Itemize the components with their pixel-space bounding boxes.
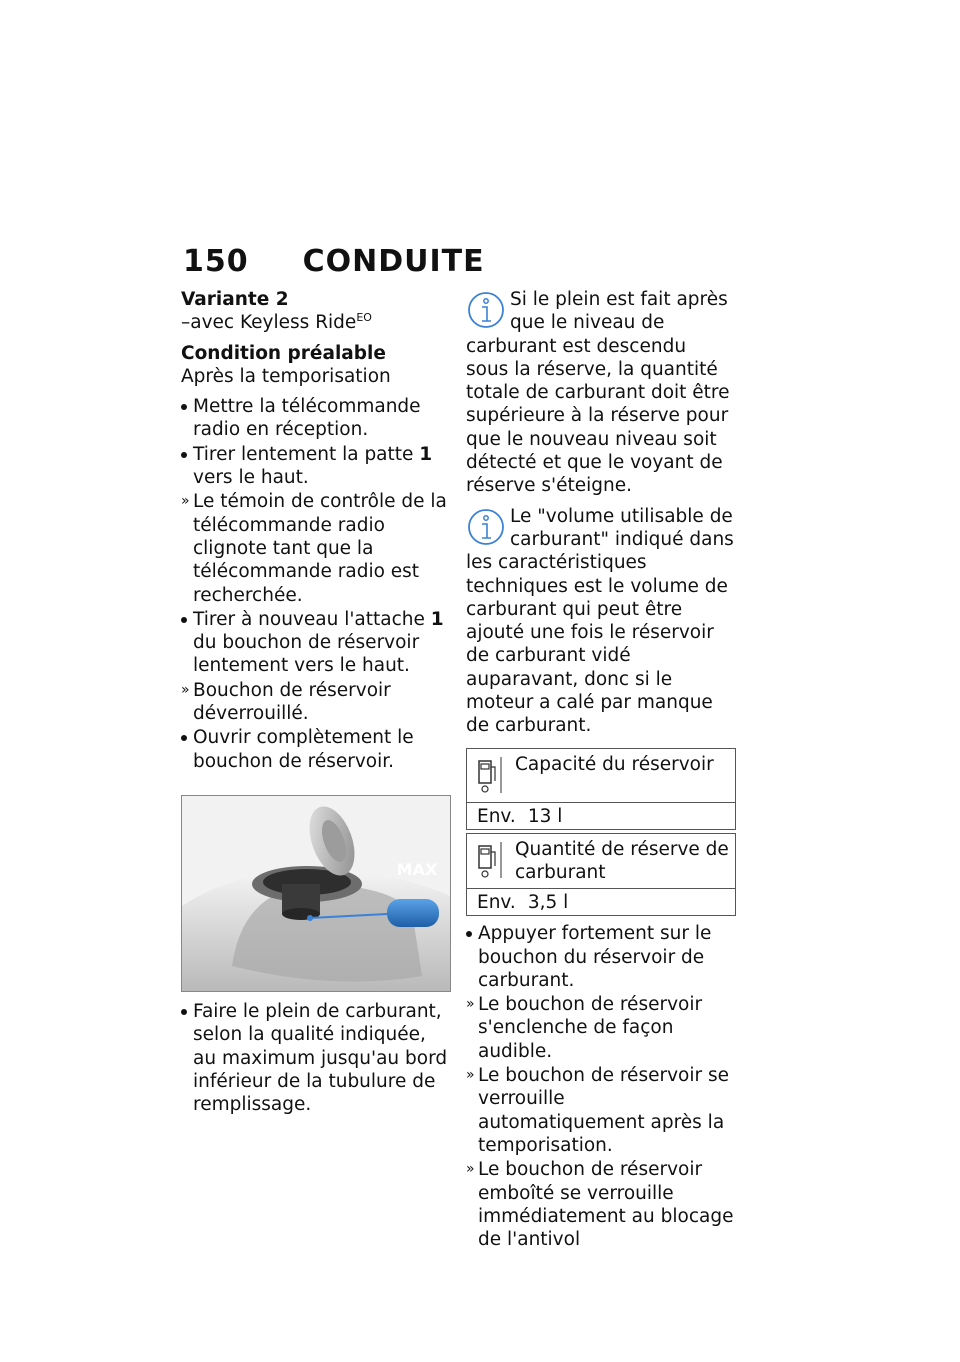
- step-text: vers le haut.: [193, 467, 309, 489]
- fuel-pump-icon: [467, 749, 513, 802]
- spec-value-row: [467, 889, 735, 915]
- bullet-mark: [181, 726, 193, 741]
- result-mark: »: [181, 681, 190, 698]
- spec-value: 13 l: [527, 805, 563, 827]
- info-note: [466, 288, 734, 498]
- page-number: 150: [183, 244, 249, 279]
- step-text: Mettre la télécommande radio en réception.: [193, 396, 421, 441]
- step-result: [181, 679, 449, 726]
- right-column: [466, 288, 734, 1251]
- step-bullet: [181, 1000, 449, 1116]
- step-result: [466, 993, 734, 1063]
- spec-value: 3,5 l: [527, 892, 569, 914]
- bullet-mark: [466, 922, 478, 937]
- info-icon: [466, 505, 506, 551]
- step-text: Tirer lentement la patte: [193, 443, 420, 465]
- bullet-mark: [181, 608, 193, 623]
- chapter-title: CONDUITE: [302, 244, 485, 279]
- step-text: Le témoin de contrôle de la télécommande radio clignote tant que la télécommande radio est recherchée.: [193, 491, 447, 606]
- step-text: Le bouchon de réservoir s'enclenche de façon audible.: [478, 994, 703, 1062]
- step-text: Bouchon de réservoir déverrouillé.: [193, 679, 391, 725]
- step-result: [466, 1064, 734, 1157]
- right-steps: [466, 922, 734, 1251]
- variant-title: Variante 2: [181, 289, 289, 310]
- callout-number: 1: [419, 443, 433, 465]
- spec-reserve: [466, 833, 736, 917]
- result-mark: »: [466, 996, 475, 1013]
- precondition-title: Condition préalable: [181, 342, 386, 364]
- spec-prefix: Env.: [477, 805, 516, 827]
- bullet-mark: [181, 1000, 193, 1015]
- fuel-tank-illustration: [182, 796, 450, 991]
- step-bullet: [181, 443, 449, 490]
- variant-subtitle: [181, 311, 449, 334]
- step-bullet: [181, 726, 449, 773]
- note-text: Si le plein est fait après que le niveau de carburant est descendu sous la réserve, la quantité totale de carburant doit être supérieure à la réserve pour que le nouveau niveau soit détecté et que le voyant de réserve s'éteigne.: [466, 289, 730, 497]
- result-mark: »: [181, 493, 190, 510]
- variant-sup: EO: [356, 311, 372, 325]
- fuel-pump-icon: [467, 834, 513, 889]
- bullet-mark: [181, 443, 193, 458]
- figure-max-label: MAX: [396, 860, 438, 879]
- step-result: [181, 490, 449, 606]
- step-bullet: [466, 922, 734, 992]
- spec-label: Capacité du réservoir: [515, 753, 714, 775]
- spec-value-row: [467, 803, 735, 829]
- step-text: du bouchon de réservoir lentement vers le haut.: [193, 632, 420, 677]
- spec-tank-capacity: [466, 748, 736, 830]
- callout-number: 1: [430, 608, 444, 630]
- spec-prefix: Env.: [477, 892, 516, 914]
- spec-header: [467, 834, 735, 890]
- step-bullet: [181, 395, 449, 442]
- step-bullet: [181, 608, 449, 678]
- note-text: Le "volume utilisable de carburant" indiqué dans les caractéristiques techniques est le volume de carburant qui peut être ajouté une fois le réservoir de carburant vidé auparavant, donc si le moteur a calé par manque de carburant.: [466, 505, 734, 737]
- left-steps: [181, 395, 449, 773]
- spec-label: Quantité de réserve de carburant: [515, 838, 729, 883]
- step-text: Faire le plein de carburant, selon la qualité indiquée, au maximum jusqu'au bord inférieur de la tubulure de remplissage.: [193, 1000, 448, 1116]
- step-text: Tirer à nouveau l'attache: [193, 608, 431, 630]
- step-text: Ouvrir complètement le bouchon de réservoir.: [193, 727, 414, 772]
- page-header: [183, 244, 485, 284]
- left-column: [181, 288, 449, 1116]
- precondition-text: Après la temporisation: [181, 365, 391, 387]
- fuel-tank-photo: [181, 795, 451, 992]
- step-text: Le bouchon de réservoir emboîté se verrouille immédiatement au blocage de l'antivol: [478, 1159, 734, 1251]
- info-icon: [466, 288, 506, 334]
- step-result: [466, 1158, 734, 1251]
- step-text: Le bouchon de réservoir se verrouille automatiquement après la temporisation.: [478, 1065, 729, 1156]
- bullet-mark: [181, 395, 193, 410]
- result-mark: »: [466, 1067, 475, 1084]
- info-note: [466, 505, 734, 738]
- spec-header: [467, 749, 735, 803]
- result-mark: »: [466, 1161, 475, 1178]
- variant-sub-text: –avec Keyless Ride: [181, 312, 357, 334]
- step-text: Appuyer fortement sur le bouchon du réservoir de carburant.: [478, 923, 712, 991]
